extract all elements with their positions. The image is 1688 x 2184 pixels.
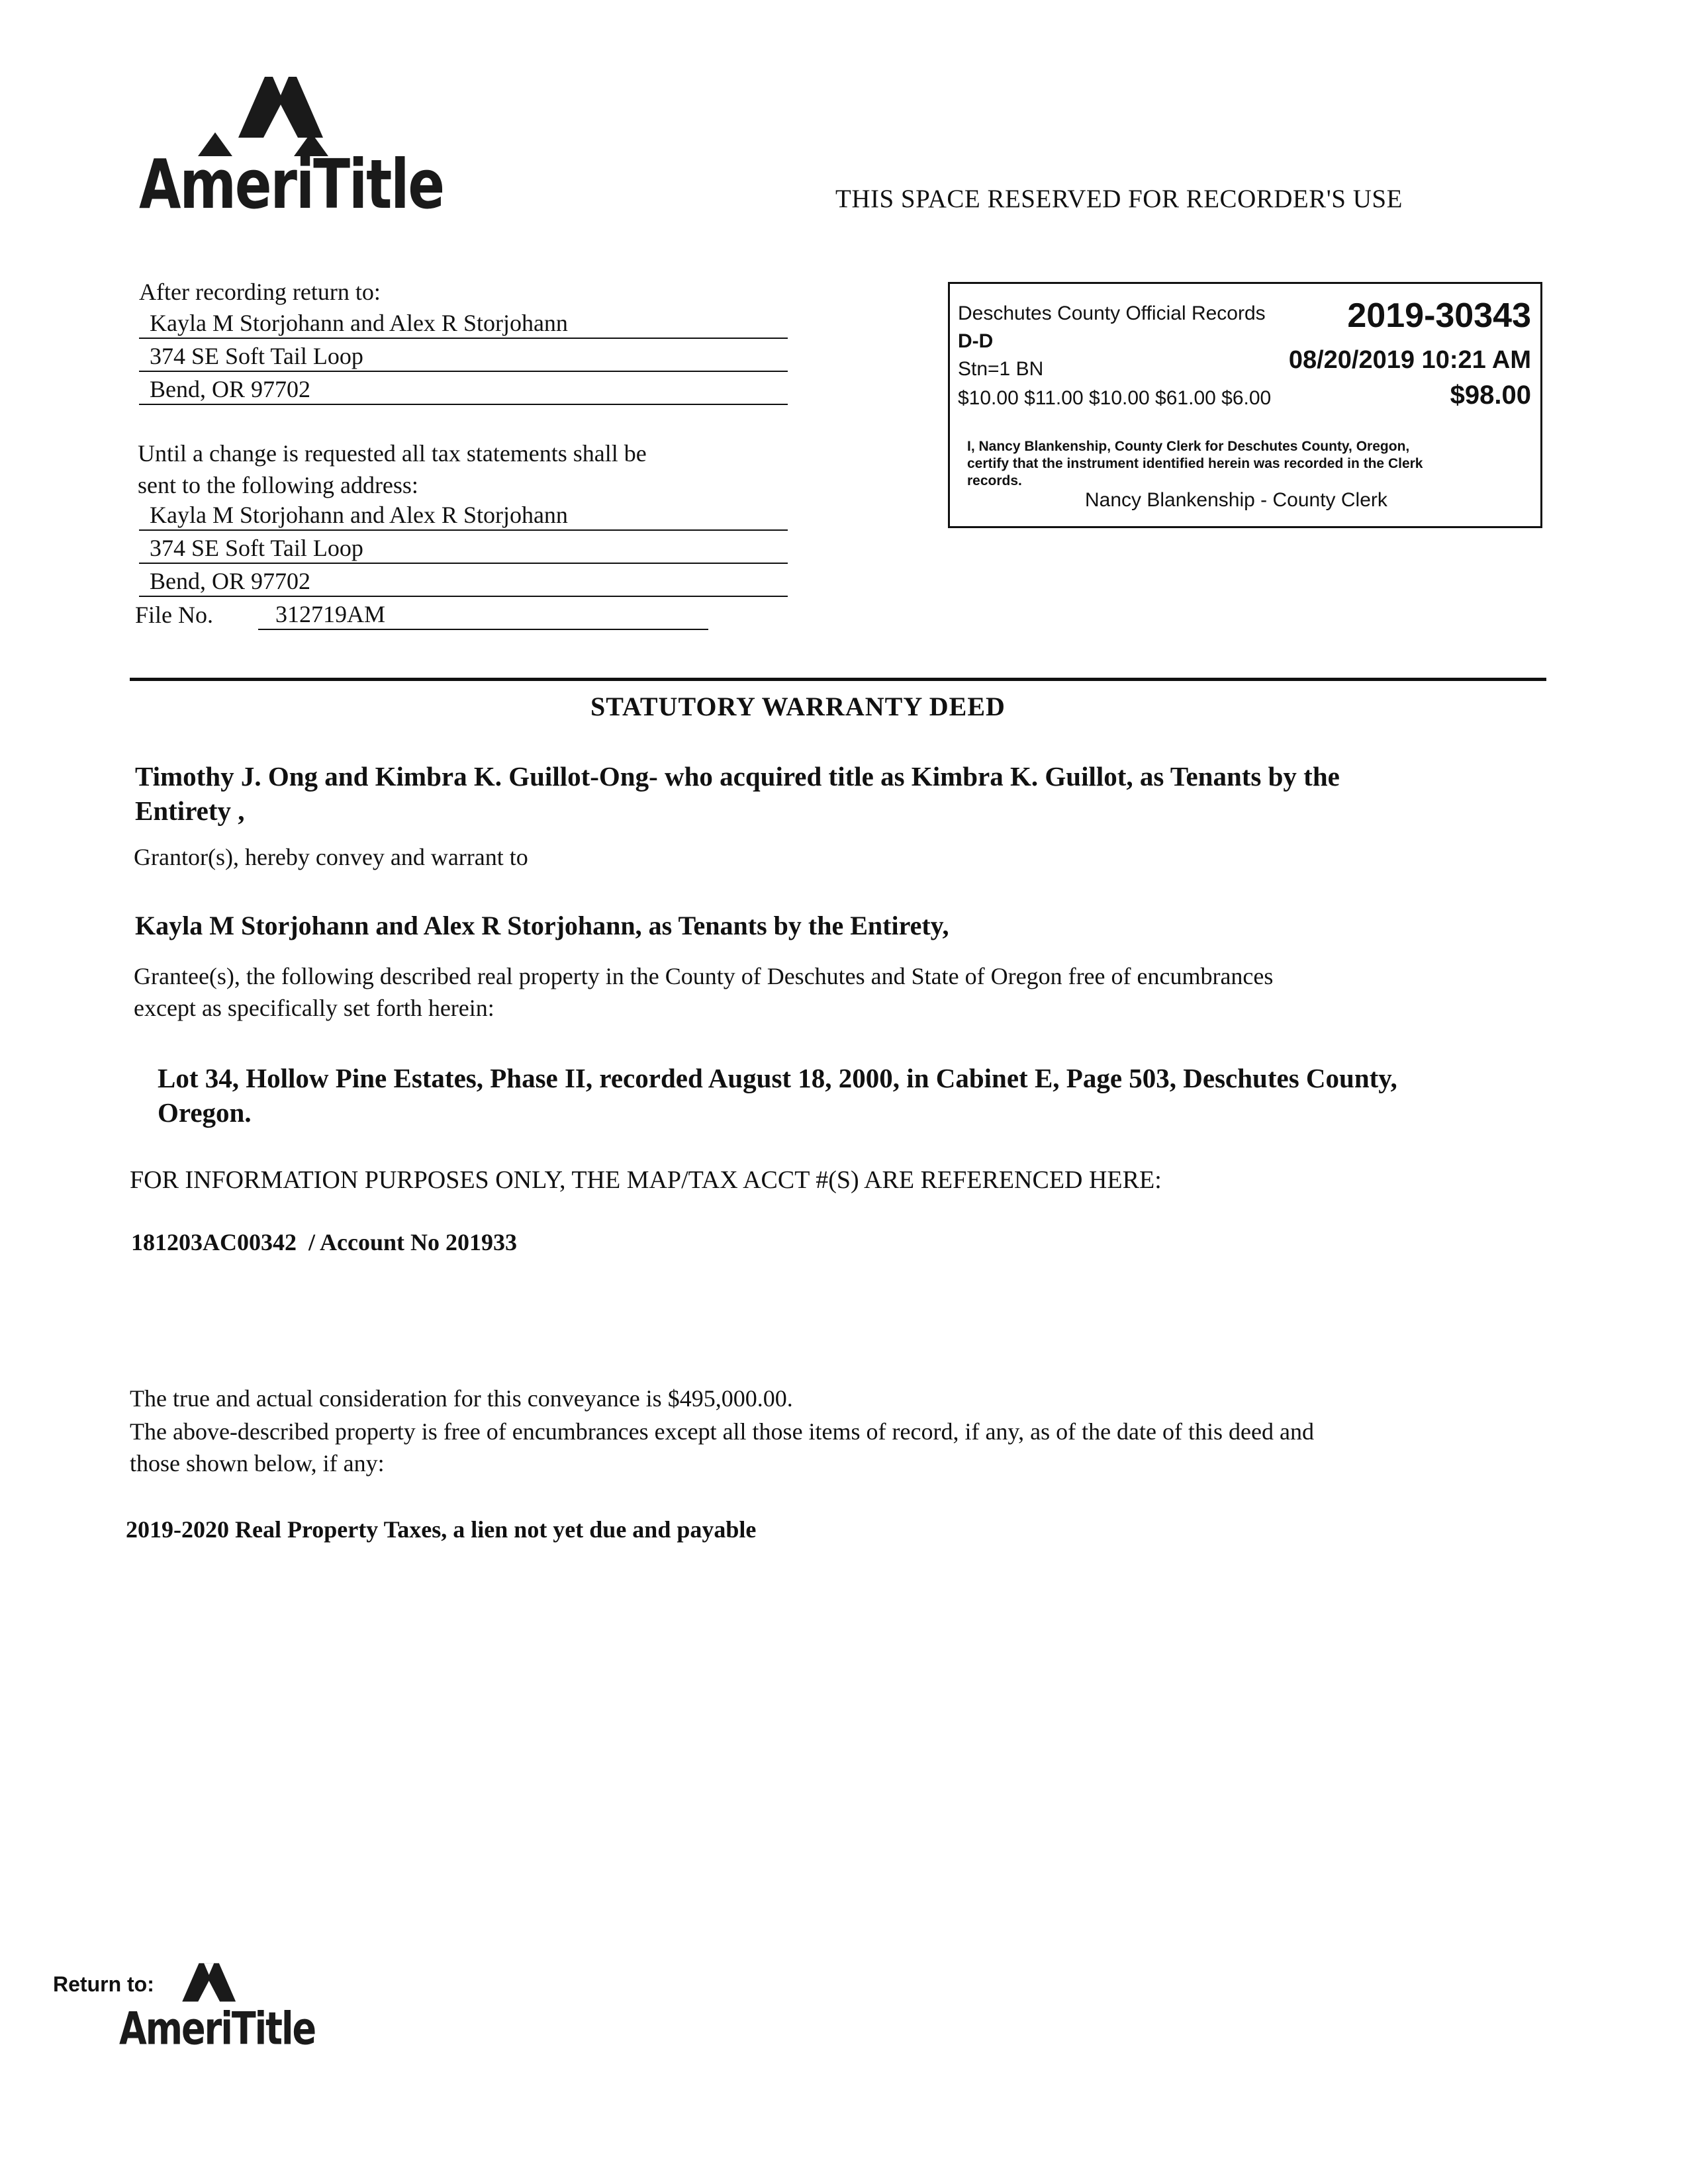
recorder-certify-line3: records. — [967, 473, 1022, 488]
grantor-line1: Timothy J. Ong and Kimbra K. Guillot-Ong- who acquired title as Kimbra K. Guillot, as Tenants by the — [135, 761, 1340, 792]
recorder-doc-type: D-D — [958, 330, 994, 352]
grantee-name: Kayla M Storjohann and Alex R Storjohann, as Tenants by the Entirety, — [135, 911, 949, 940]
recorder-clerk: Nancy Blankenship - County Clerk — [1085, 489, 1387, 511]
recorder-station: Stn=1 BN — [958, 358, 1044, 380]
ameritile-logo — [139, 71, 450, 224]
tax-line-street: 374 SE Soft Tail Loop — [139, 533, 788, 564]
recorder-datetime: 08/20/2019 10:21 AM — [1288, 346, 1531, 374]
recorder-stamp-box — [948, 282, 1542, 528]
grantor-text: Grantor(s), hereby convey and warrant to — [134, 844, 528, 870]
recorder-certify-line1: I, Nancy Blankenship, County Clerk for Deschutes County, Oregon, — [967, 439, 1410, 454]
legal-description-line1: Lot 34, Hollow Pine Estates, Phase II, recorded August 18, 2000, in Cabinet E, Page 503, Deschutes County, — [158, 1063, 1397, 1093]
legal-description-line2: Oregon. — [158, 1097, 252, 1128]
footer-logo-wordmark: AmeriTitle — [119, 2003, 316, 2055]
recorder-total: $98.00 — [1450, 381, 1531, 410]
file-no-value: 312719AM — [258, 600, 708, 630]
return-label: After recording return to: — [139, 279, 381, 305]
info-purposes-note: FOR INFORMATION PURPOSES ONLY, THE MAP/TAX ACCT #(S) ARE REFERENCED HERE: — [130, 1166, 1162, 1194]
logo-wordmark: AmeriTitle — [139, 146, 444, 224]
tax-label-line1: Until a change is requested all tax statements shall be — [138, 440, 647, 467]
recorder-doc-number: 2019-30343 — [1347, 296, 1531, 335]
footer-ameritile-logo — [119, 1959, 338, 2065]
grantee-line1: Grantee(s), the following described real property in the County of Deschutes and State of Oregon free of encumbrances — [134, 963, 1274, 989]
grantor-line2: Entirety , — [135, 796, 245, 826]
return-line-name: Kayla M Storjohann and Alex R Storjohann — [139, 308, 788, 339]
deed-title: STATUTORY WARRANTY DEED — [590, 692, 1006, 721]
tax-line-city: Bend, OR 97702 — [139, 567, 788, 597]
consideration: The true and actual consideration for this conveyance is $495,000.00. — [130, 1385, 793, 1412]
map-tax-account: 181203AC00342 / Account No 201933 — [131, 1229, 517, 1255]
recorder-office: Deschutes County Official Records — [958, 302, 1266, 324]
footer-return-to: Return to: — [53, 1972, 154, 1996]
grantee-line2: except as specifically set forth herein: — [134, 995, 494, 1021]
recorder-certify-line2: certify that the instrument identified herein was recorded in the Clerk — [967, 456, 1423, 471]
return-line-street: 374 SE Soft Tail Loop — [139, 341, 788, 372]
tax-line-name: Kayla M Storjohann and Alex R Storjohann — [139, 500, 788, 531]
return-line-city: Bend, OR 97702 — [139, 375, 788, 405]
recorder-fees: $10.00 $11.00 $10.00 $61.00 $6.00 — [958, 387, 1272, 409]
file-no-label: File No. — [135, 602, 214, 628]
tax-label-line2: sent to the following address: — [138, 472, 418, 498]
encumbrance-line1: The above-described property is free of encumbrances except all those items of record, if any, as of the date of this deed and — [130, 1418, 1314, 1445]
property-taxes-exception: 2019-2020 Real Property Taxes, a lien not yet due and payable — [126, 1516, 757, 1543]
recorder-reserved-label: THIS SPACE RESERVED FOR RECORDER'S USE — [835, 185, 1403, 213]
encumbrance-line2: those shown below, if any: — [130, 1450, 385, 1477]
footer-logo-a-mark-icon — [165, 1959, 245, 2007]
header-divider — [130, 678, 1546, 681]
